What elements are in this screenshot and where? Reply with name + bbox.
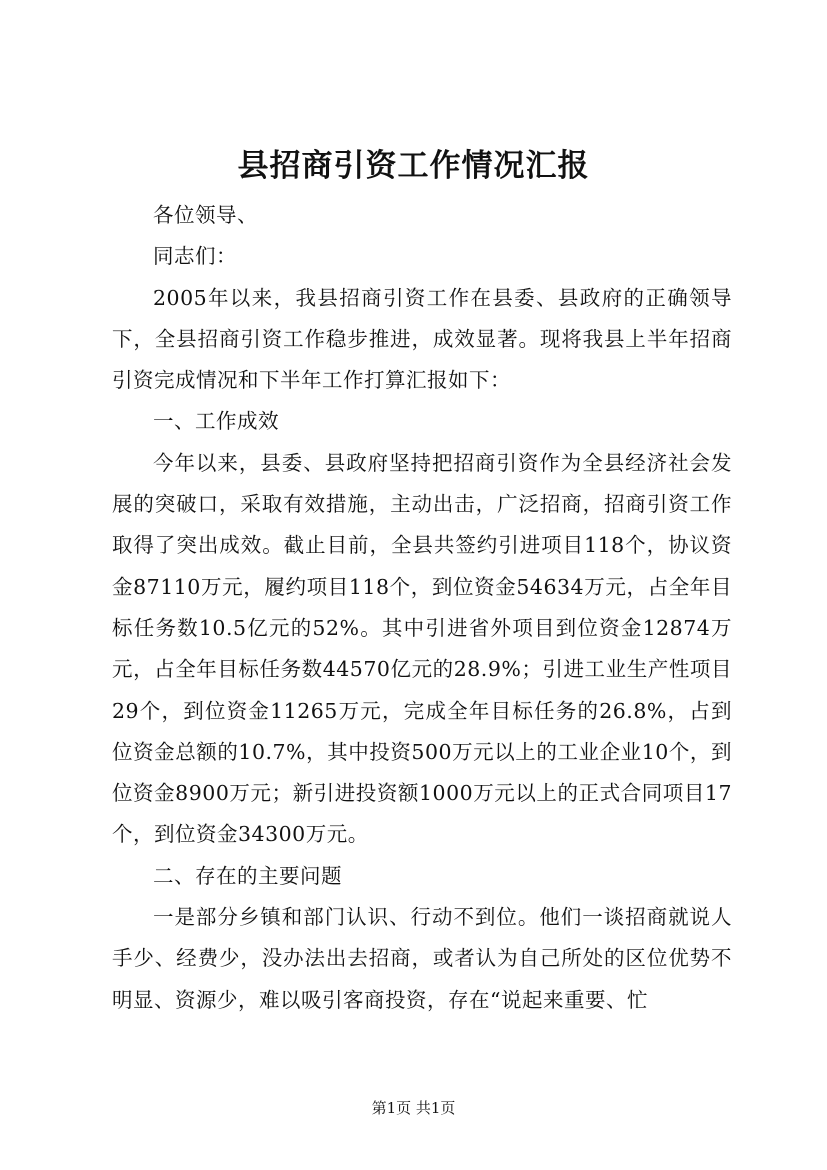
section-heading-problems: 二、存在的主要问题: [153, 863, 342, 888]
problems-paragraph: 一是部分乡镇和部门认识、行动不到位。他们一谈招商就说人手少、经费少，没办法出去招商，或者认为自己所处的区位优势不明显、资源少，难以吸引客商投资，存在“说起来重要、忙: [112, 905, 732, 1012]
salutation-comrades: 同志们：: [153, 244, 237, 269]
document-title: 县招商引资工作情况汇报: [237, 148, 590, 184]
achievements-paragraph: 今年以来，县委、县政府坚持把招商引资作为全县经济社会发展的突破口，采取有效措施，主动出击，广泛招商，招商引资工作取得了突出成效。截止目前，全县共签约引进项目118个，协议资金87110万元，履约项目118个，到位资金54634万元，占全年目标任务数10.5亿元的52%。其中引进省外项目到位资金12874万元，占全年目标任务数44570亿元的28.9%；引进工业生产性项目29个，到位资金11265万元，完成全年目标任务的26.8%，占到位资金总额的10.7%，其中投资500万元以上的工业企业10个，到位资金8900万元；新引进投资额1000万元以上的正式合同项目17个，到位资金34300万元。: [112, 450, 732, 847]
intro-paragraph: 2005年以来，我县招商引资工作在县委、县政府的正确领导下，全县招商引资工作稳步推进，成效显著。现将我县上半年招商引资完成情况和下半年工作打算汇报如下：: [112, 285, 732, 393]
document-body: [112, 195, 732, 1021]
page-footer: 第1页 共1页: [371, 1099, 456, 1117]
salutation-leaders: 各位领导、: [153, 203, 258, 227]
section-heading-achievements: 一、工作成效: [153, 409, 279, 434]
